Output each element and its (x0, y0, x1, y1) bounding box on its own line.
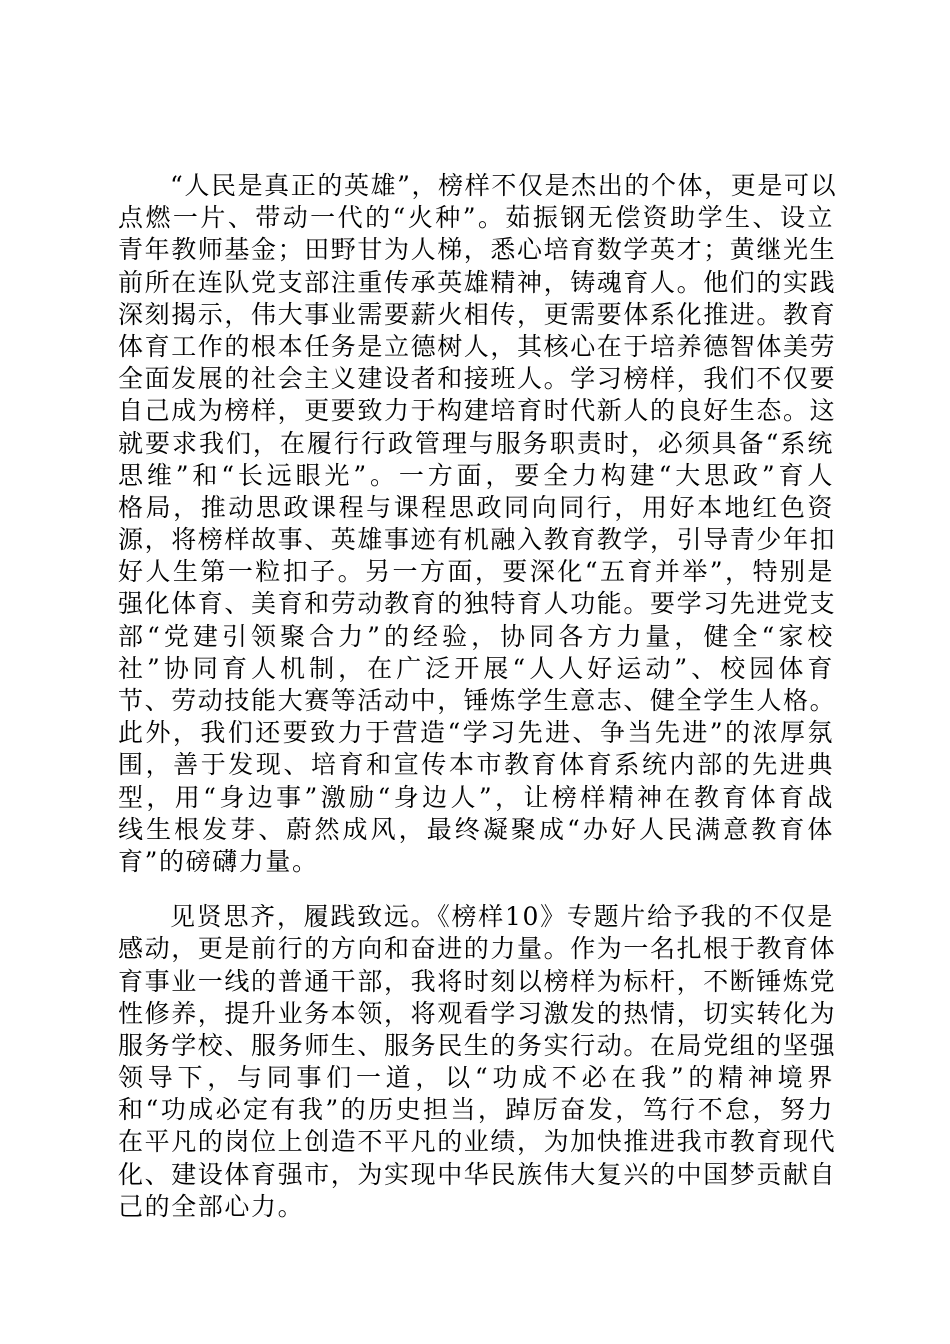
text-line: 育”的磅礴力量。 (118, 846, 319, 876)
text-line: 育事业一线的普通干部，我将时刻以榜样为标杆，不断锤炼党 (118, 966, 837, 996)
text-line: 体育工作的根本任务是立德树人，其核心在于培养德智体美劳 (118, 331, 837, 361)
paragraph-2 (118, 901, 837, 1223)
text-line: 社”协同育人机制，在广泛开展“人人好运动”、校园体育 (118, 653, 834, 683)
text-line: 好人生第一粒扣子。另一方面，要深化“五育并举”，特别是 (118, 557, 834, 587)
text-line: 性修养，提升业务本领，将观看学习激发的热情，切实转化为 (118, 998, 837, 1028)
text-line: 此外，我们还要致力于营造“学习先进、争当先进”的浓厚氛 (118, 718, 834, 748)
text-line: 见贤思齐，履践致远。《榜样10》专题片给予我的不仅是 (170, 902, 834, 932)
text-line: 格局，推动思政课程与课程思政同向同行，用好本地红色资 (118, 492, 834, 522)
document-body (118, 170, 838, 1223)
text-line: 青年教师基金；田野甘为人梯，悉心培育数学英才；黄继光生 (118, 235, 837, 265)
text-line: 节、劳动技能大赛等活动中，锤炼学生意志、健全学生人格。 (118, 686, 837, 715)
text-line: 线生根发芽、蔚然成风，最终凝聚成“办好人民满意教育体 (118, 814, 834, 844)
text-line: 化、建设体育强市，为实现中华民族伟大复兴的中国梦贡献自 (118, 1159, 837, 1189)
text-line: 源，将榜样故事、英雄事迹有机融入教育教学，引导青少年扣 (118, 525, 837, 555)
text-line: 自己成为榜样，更要致力于构建培育时代新人的良好生态。这 (118, 396, 837, 426)
text-line: 全面发展的社会主义建设者和接班人。学习榜样，我们不仅要 (118, 364, 837, 394)
text-line: 感动，更是前行的方向和奋进的力量。作为一名扎根于教育体 (118, 934, 837, 964)
text-line: 型，用“身边事”激励“身边人”，让榜样精神在教育体育战 (118, 782, 834, 812)
text-line: 服务学校、服务师生、服务民生的务实行动。在局党组的坚强 (118, 1030, 837, 1060)
text-line: 思维”和“长远眼光”。一方面，要全力构建“大思政”育人 (118, 460, 834, 490)
text-line: 在平凡的岗位上创造不平凡的业绩，为加快推进我市教育现代 (118, 1127, 837, 1157)
text-line: 点燃一片、带动一代的“火种”。茹振钢无偿资助学生、设立 (118, 203, 834, 233)
text-line: 就要求我们，在履行行政管理与服务职责时，必须具备“系统 (118, 428, 834, 458)
text-line: 己的全部心力。 (118, 1191, 305, 1221)
text-line: 强化体育、美育和劳动教育的独特育人功能。要学习先进党支 (118, 589, 837, 619)
text-line: 围，善于发现、培育和宣传本市教育体育系统内部的先进典 (118, 750, 834, 780)
text-line: 和“功成必定有我”的历史担当，踔厉奋发，笃行不怠，努力 (118, 1095, 834, 1125)
paragraph-1 (118, 170, 838, 878)
text-line: 前所在连队党支部注重传承英雄精神，铸魂育人。他们的实践 (118, 267, 837, 297)
text-line: “人民是真正的英雄”，榜样不仅是杰出的个体，更是可以 (170, 171, 838, 200)
text-line: 深刻揭示，伟大事业需要薪火相传，更需要体系化推进。教育 (118, 299, 837, 329)
text-line: 部“党建引领聚合力”的经验，协同各方力量，健全“家校 (118, 621, 834, 651)
text-line: 领导下，与同事们一道，以“功成不必在我”的精神境界 (118, 1063, 834, 1093)
